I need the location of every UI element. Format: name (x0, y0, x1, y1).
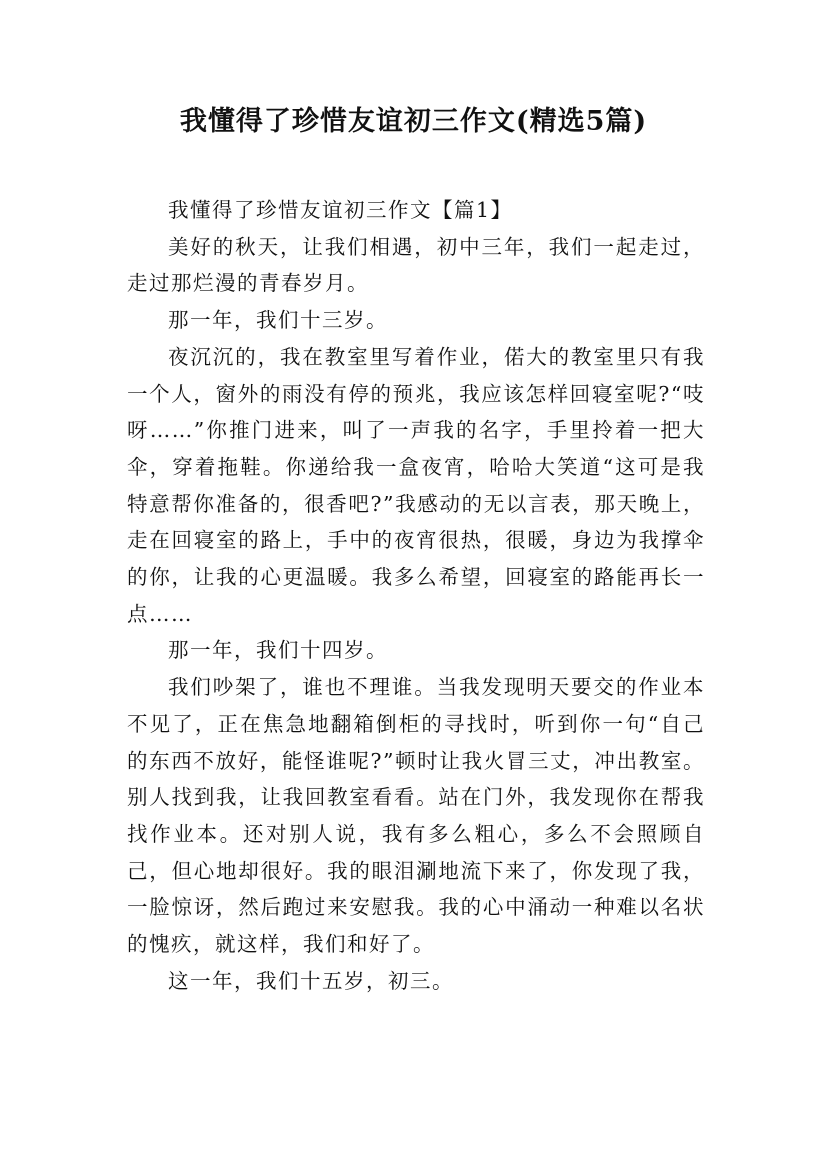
paragraph: 这一年，我们十五岁，初三。 (168, 968, 454, 993)
paragraph: 夜沉沉的，我在教室里写着作业，偌大的教室里只有我一个人，窗外的雨没有停的预兆，我应该怎样回寝室呢?“吱呀……”你推门进来，叫了一声我的名字，手里拎着一把大伞，穿着拖鞋。你递给我一盒夜宵，哈哈大笑道“这可是我特意帮你准备的，很香吧?”我感动的无以言表，那天晚上，走在回寝室的路上，手中的夜宵很热，很暖，身边为我撑伞的你，让我的心更温暖。我多么希望，回寝室的路能再长一点…… (127, 344, 705, 626)
paragraph: 美好的秋天，让我们相遇，初中三年，我们一起走过，走过那烂漫的青春岁月。 (127, 234, 705, 296)
document-title: 我懂得了珍惜友谊初三作文(精选5篇) (179, 106, 648, 137)
paragraph: 那一年，我们十四岁。 (168, 638, 388, 663)
paragraph: 我们吵架了，谁也不理谁。当我发现明天要交的作业本不见了，正在焦急地翻箱倒柜的寻找时，听到你一句“自己的东西不放好，能怪谁呢?”顿时让我火冒三丈，冲出教室。别人找到我，让我回教室看看。站在门外，我发现你在帮我找作业本。还对别人说，我有多么粗心，多么不会照顾自己，但心地却很好。我的眼泪涮地流下来了，你发现了我，一脸惊讶，然后跑过来安慰我。我的心中涌动一种难以名状的愧疚，就这样，我们和好了。 (127, 675, 705, 957)
document-body (127, 192, 705, 999)
section-heading: 我懂得了珍惜友谊初三作文【篇1】 (168, 198, 513, 222)
paragraph: 那一年，我们十三岁。 (168, 308, 388, 333)
